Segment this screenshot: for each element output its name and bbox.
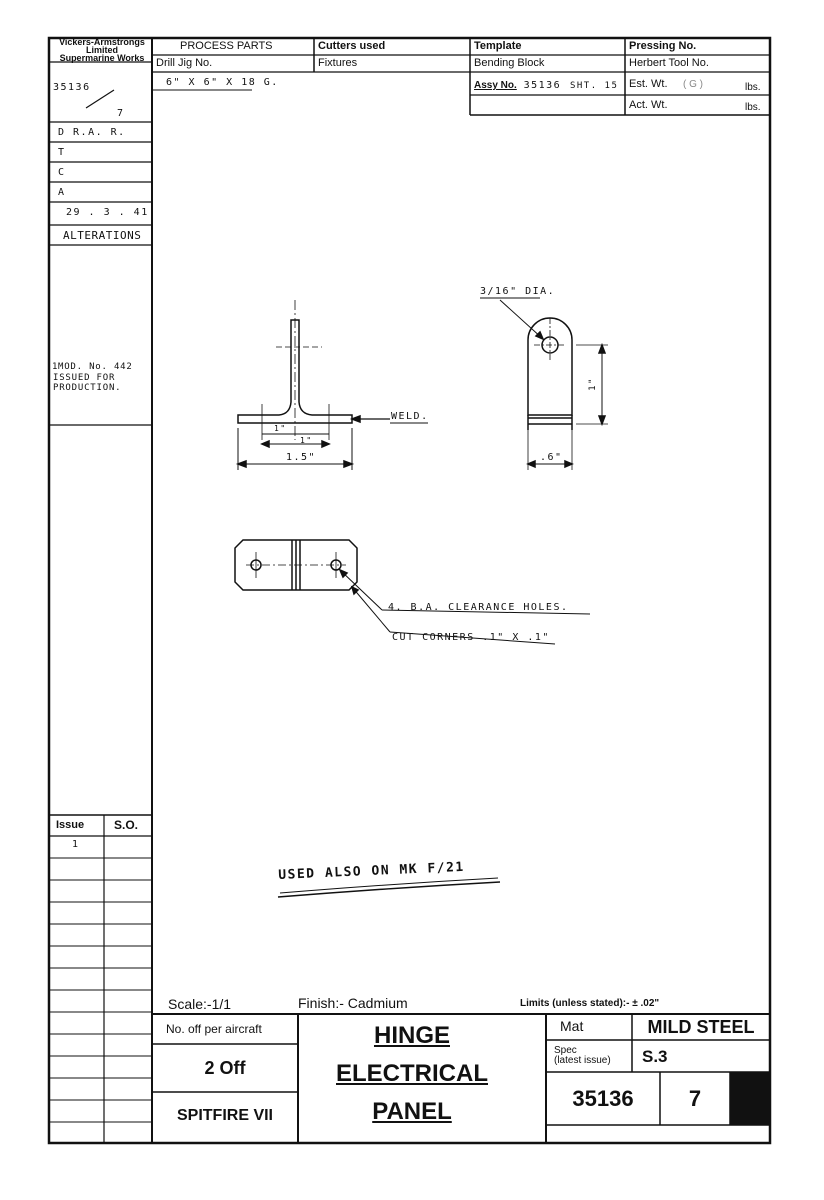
dim-1-5: 1.5" [286, 452, 317, 463]
issue-header: Issue [56, 819, 85, 831]
sign-row-drawn: D R.A. R. [58, 127, 126, 138]
spec-text: Spec [554, 1045, 577, 1056]
sheet-number: 7 [688, 1086, 702, 1111]
drawing-number: 35136 [572, 1086, 634, 1111]
assy-value: 35136 [523, 80, 562, 91]
pressing-no-label: Pressing No. [629, 40, 697, 52]
herbert-tool-label: Herbert Tool No. [629, 57, 709, 69]
weld-note: WELD. [391, 411, 429, 422]
material-size: 6" X 6" X 18 G. [166, 77, 279, 88]
mat-value: MILD STEEL [647, 1017, 755, 1037]
alteration-line2: ISSUED FOR [53, 373, 116, 383]
spec-value: S.3 [642, 1047, 668, 1066]
company-line3: Supermarine Works [59, 53, 145, 63]
dim-1b: 1" [300, 436, 313, 445]
no-off-value: 2 Off [204, 1058, 246, 1078]
so-header: S.O. [114, 818, 139, 832]
mat-label: Mat [560, 1018, 584, 1034]
company-line2: Limited [85, 45, 118, 55]
assy-label: Assy No. [474, 80, 517, 91]
act-wt-unit: lbs. [745, 102, 761, 113]
cutters-used-label: Cutters used [318, 40, 386, 52]
assy-row [474, 80, 618, 91]
est-wt-value: ( G ) [683, 79, 703, 90]
template-label: Template [474, 40, 522, 52]
sign-row-traced: T [58, 147, 66, 158]
sign-row-approved: A [58, 187, 66, 198]
bending-block-label: Bending Block [474, 57, 545, 69]
title-line3: PANEL [372, 1098, 452, 1125]
sign-row-date: 29 . 3 . 41 [66, 207, 149, 218]
cut-corners-note: CUT CORNERS .1" X .1" [392, 632, 550, 643]
no-off-label: No. off per aircraft [166, 1022, 262, 1036]
company-line1: Vickers-Armstrongs [59, 37, 145, 47]
alteration-number: 1 [52, 362, 59, 372]
alteration-text-rest [53, 373, 121, 393]
drawing-ref: 35136 [53, 82, 91, 93]
hole-dia-note: 3/16" DIA. [480, 286, 556, 297]
issue-value: 1 [72, 839, 80, 850]
act-wt-label: Act. Wt. [629, 99, 668, 111]
est-wt-label: Est. Wt. [629, 78, 668, 90]
drill-jig-label: Drill Jig No. [156, 57, 213, 69]
dim-1a: 1" [274, 424, 287, 433]
dim-0-6: .6" [540, 452, 563, 463]
limits-label: Limits (unless stated):- ± .02" [520, 998, 660, 1009]
spec-label [554, 1046, 611, 1066]
alteration-line3: PRODUCTION. [53, 383, 122, 393]
fixtures-label: Fixtures [318, 57, 358, 69]
est-wt-unit: lbs. [745, 82, 761, 93]
used-also-note: USED ALSO ON MK F/21 [278, 859, 466, 883]
title-line2: ELECTRICAL [336, 1060, 488, 1087]
assy-sheet: SHT. 15 [569, 81, 619, 91]
process-parts-label: PROCESS PARTS [180, 40, 273, 52]
alteration-text [58, 362, 133, 372]
finish-label: Finish:- Cadmium [298, 995, 408, 1011]
company-name [52, 38, 152, 62]
title-line1: HINGE [373, 1022, 450, 1049]
drawing-ref-sheet: 7 [117, 108, 125, 119]
aircraft-type: SPITFIRE VII [176, 1107, 273, 1124]
alterations-header: ALTERATIONS [63, 229, 142, 242]
clearance-holes-note: 4. B.A. CLEARANCE HOLES. [388, 602, 569, 613]
sign-row-checked: C [58, 167, 66, 178]
scale-label: Scale:-1/1 [168, 996, 232, 1012]
alteration-line1: MOD. No. 442 [58, 362, 133, 372]
spec-sub-text: (latest issue) [554, 1055, 611, 1066]
dim-vertical-1: 1" [587, 377, 598, 391]
